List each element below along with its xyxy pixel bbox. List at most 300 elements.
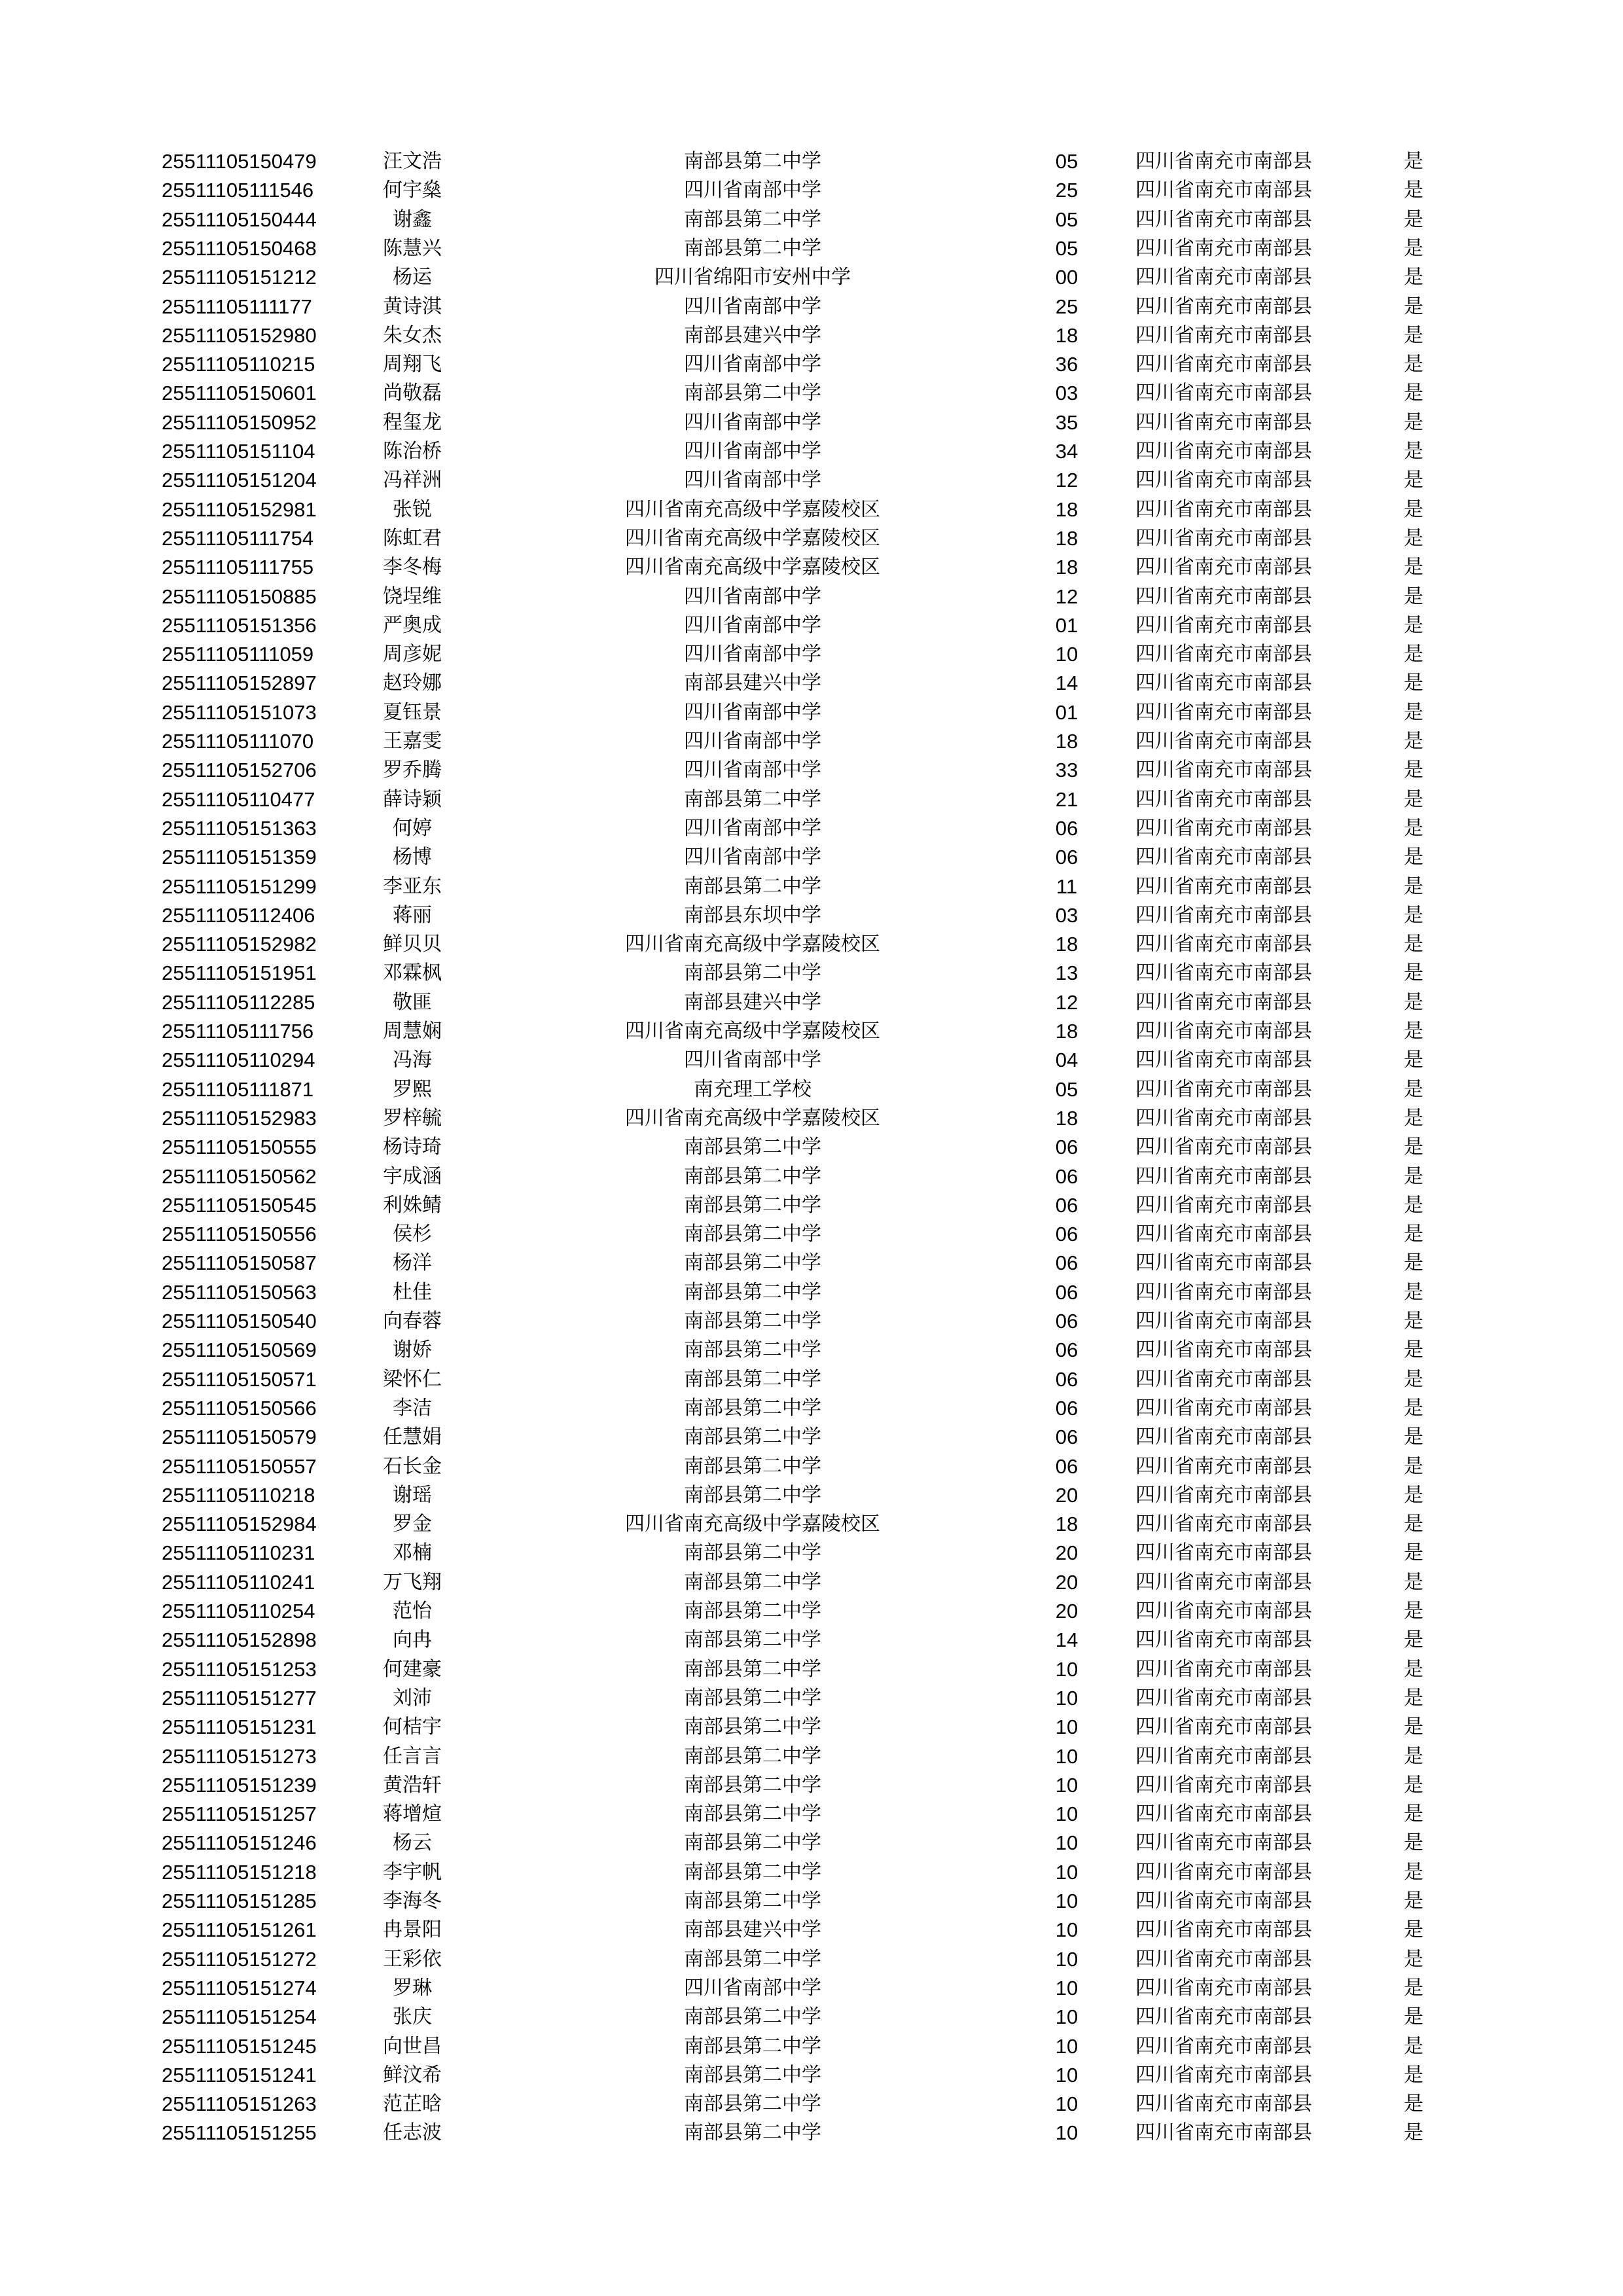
student-name-cell: 陈慧兴: [383, 236, 442, 260]
region-cell: 四川省南充市南部县: [1135, 1426, 1312, 1449]
flag-cell: 是: [1404, 1367, 1423, 1391]
code-cell: 10: [1055, 1803, 1079, 1826]
flag-cell: 是: [1404, 2092, 1423, 2116]
table-row: [0, 1800, 1623, 1829]
flag-cell: 是: [1404, 353, 1423, 376]
code-cell: 36: [1055, 353, 1079, 376]
student-id-cell: 25511105110231: [162, 1541, 315, 1565]
student-id-cell: 25511105150569: [162, 1338, 317, 1362]
region-cell: 四川省南充市南部县: [1135, 816, 1312, 840]
code-cell: 10: [1055, 2092, 1079, 2116]
flag-cell: 是: [1404, 990, 1423, 1014]
school-cell: 四川省南部中学: [684, 584, 821, 608]
student-name-cell: 张庆: [393, 2005, 432, 2029]
code-cell: 05: [1055, 1077, 1079, 1101]
flag-cell: 是: [1404, 1310, 1423, 1333]
school-cell: 南部县第二中学: [684, 874, 821, 898]
student-name-cell: 李宇帆: [383, 1860, 442, 1884]
region-cell: 四川省南充市南部县: [1135, 1600, 1312, 1623]
table-row: [0, 1626, 1623, 1655]
region-cell: 四川省南充市南部县: [1135, 295, 1312, 318]
region-cell: 四川省南充市南部县: [1135, 1628, 1312, 1652]
student-id-cell: 25511105151272: [162, 1947, 317, 1971]
code-cell: 10: [1055, 1976, 1079, 2000]
student-name-cell: 周彦妮: [383, 643, 442, 666]
region-cell: 四川省南充市南部县: [1135, 846, 1312, 869]
student-id-cell: 25511105112285: [162, 990, 315, 1014]
flag-cell: 是: [1404, 584, 1423, 608]
code-cell: 10: [1055, 1831, 1079, 1855]
school-cell: 四川省南充高级中学嘉陵校区: [625, 933, 880, 956]
student-id-cell: 25511105110218: [162, 1483, 315, 1507]
flag-cell: 是: [1404, 2034, 1423, 2058]
region-cell: 四川省南充市南部县: [1135, 1338, 1312, 1362]
code-cell: 05: [1055, 236, 1079, 260]
code-cell: 06: [1055, 1193, 1079, 1217]
student-name-cell: 任慧娟: [383, 1426, 442, 1449]
code-cell: 13: [1055, 961, 1079, 985]
region-cell: 四川省南充市南部县: [1135, 613, 1312, 637]
school-cell: 四川省南部中学: [684, 613, 821, 637]
code-cell: 03: [1055, 382, 1079, 405]
table-row: [0, 553, 1623, 582]
table-row: [0, 437, 1623, 466]
flag-cell: 是: [1404, 2063, 1423, 2087]
student-name-cell: 杜佳: [393, 1280, 432, 1304]
student-name-cell: 何桔宇: [383, 1715, 442, 1739]
school-cell: 南部县第二中学: [684, 1831, 821, 1855]
school-cell: 南部县第二中学: [684, 1628, 821, 1652]
student-id-cell: 25511105151273: [162, 1744, 317, 1768]
student-id-cell: 25511105151356: [162, 613, 317, 637]
code-cell: 10: [1055, 1860, 1079, 1884]
school-cell: 四川省南部中学: [684, 846, 821, 869]
region-cell: 四川省南充市南部县: [1135, 903, 1312, 927]
table-row: [0, 727, 1623, 756]
flag-cell: 是: [1404, 440, 1423, 463]
flag-cell: 是: [1404, 874, 1423, 898]
region-cell: 四川省南充市南部县: [1135, 2121, 1312, 2145]
code-cell: 10: [1055, 1918, 1079, 1942]
student-id-cell: 25511105151277: [162, 1686, 317, 1710]
table-row: [0, 1481, 1623, 1510]
region-cell: 四川省南充市南部县: [1135, 1193, 1312, 1217]
region-cell: 四川省南充市南部县: [1135, 730, 1312, 753]
flag-cell: 是: [1404, 1773, 1423, 1797]
student-name-cell: 李冬梅: [383, 556, 442, 579]
student-name-cell: 罗乔腾: [383, 759, 442, 782]
flag-cell: 是: [1404, 903, 1423, 927]
flag-cell: 是: [1404, 846, 1423, 869]
student-id-cell: 25511105151359: [162, 846, 317, 869]
school-cell: 南部县建兴中学: [684, 990, 821, 1014]
student-name-cell: 饶埕维: [383, 584, 442, 608]
region-cell: 四川省南充市南部县: [1135, 323, 1312, 347]
table-row: [0, 1133, 1623, 1162]
region-cell: 四川省南充市南部县: [1135, 584, 1312, 608]
region-cell: 四川省南充市南部县: [1135, 207, 1312, 231]
school-cell: 南部县第二中学: [684, 1541, 821, 1565]
school-cell: 南部县第二中学: [684, 1570, 821, 1594]
school-cell: 四川省南部中学: [684, 1049, 821, 1072]
code-cell: 20: [1055, 1541, 1079, 1565]
table-row: [0, 1510, 1623, 1539]
region-cell: 四川省南充市南部县: [1135, 1396, 1312, 1420]
school-cell: 南部县第二中学: [684, 1686, 821, 1710]
code-cell: 20: [1055, 1570, 1079, 1594]
school-cell: 南部县建兴中学: [684, 323, 821, 347]
student-name-cell: 冯祥洲: [383, 469, 442, 492]
code-cell: 10: [1055, 2034, 1079, 2058]
flag-cell: 是: [1404, 1890, 1423, 1912]
table-row: [0, 293, 1623, 321]
flag-cell: 是: [1404, 700, 1423, 724]
student-name-cell: 王嘉雯: [383, 730, 442, 753]
student-name-cell: 蒋增煊: [383, 1803, 442, 1826]
flag-cell: 是: [1404, 787, 1423, 811]
student-id-cell: 25511105151274: [162, 1976, 317, 2000]
school-cell: 四川省南充高级中学嘉陵校区: [625, 1513, 880, 1536]
flag-cell: 是: [1404, 1077, 1423, 1101]
flag-cell: 是: [1404, 933, 1423, 956]
region-cell: 四川省南充市南部县: [1135, 874, 1312, 898]
code-cell: 04: [1055, 1049, 1079, 1072]
flag-cell: 是: [1404, 1976, 1423, 2000]
student-name-cell: 罗金: [393, 1513, 432, 1536]
student-name-cell: 程玺龙: [383, 410, 442, 434]
student-id-cell: 25511105150479: [162, 150, 317, 173]
school-cell: 四川省南部中学: [684, 759, 821, 782]
school-cell: 四川省南充高级中学嘉陵校区: [625, 556, 880, 579]
table-row: [0, 930, 1623, 959]
code-cell: 14: [1055, 1628, 1079, 1652]
table-row: [0, 1336, 1623, 1365]
code-cell: 06: [1055, 1426, 1079, 1449]
student-name-cell: 范芷晗: [383, 2092, 442, 2116]
school-cell: 四川省南部中学: [684, 295, 821, 318]
region-cell: 四川省南充市南部县: [1135, 382, 1312, 405]
student-id-cell: 25511105150540: [162, 1310, 317, 1333]
school-cell: 南部县建兴中学: [684, 1918, 821, 1942]
student-name-cell: 鲜贝贝: [383, 933, 442, 956]
student-id-cell: 25511105151257: [162, 1803, 317, 1826]
school-cell: 南部县第二中学: [684, 1280, 821, 1304]
student-name-cell: 李亚东: [383, 874, 442, 898]
region-cell: 四川省南充市南部县: [1135, 961, 1312, 985]
student-id-cell: 25511105111177: [162, 295, 312, 318]
region-cell: 四川省南充市南部县: [1135, 643, 1312, 666]
code-cell: 10: [1055, 1715, 1079, 1739]
table-row: [0, 756, 1623, 785]
school-cell: 南部县第二中学: [684, 236, 821, 260]
flag-cell: 是: [1404, 643, 1423, 666]
school-cell: 南部县第二中学: [684, 2063, 821, 2087]
flag-cell: 是: [1404, 1454, 1423, 1478]
student-name-cell: 杨博: [393, 846, 432, 869]
table-row: [0, 350, 1623, 379]
student-id-cell: 25511105151951: [162, 961, 317, 985]
student-name-cell: 范怡: [393, 1600, 432, 1623]
region-cell: 四川省南充市南部县: [1135, 526, 1312, 550]
school-cell: 南部县第二中学: [684, 2005, 821, 2029]
flag-cell: 是: [1404, 323, 1423, 347]
code-cell: 14: [1055, 672, 1079, 695]
school-cell: 南部县第二中学: [684, 2121, 821, 2145]
code-cell: 18: [1055, 497, 1079, 521]
student-id-cell: 25511105152980: [162, 323, 317, 347]
student-id-cell: 25511105111871: [162, 1077, 314, 1101]
school-cell: 南部县第二中学: [684, 1426, 821, 1449]
school-cell: 南部县第二中学: [684, 1338, 821, 1362]
student-id-cell: 25511105150444: [162, 207, 317, 231]
table-row: [0, 1162, 1623, 1191]
code-cell: 25: [1055, 179, 1079, 202]
code-cell: 06: [1055, 1310, 1079, 1333]
code-cell: 18: [1055, 556, 1079, 579]
school-cell: 南部县第二中学: [684, 1193, 821, 1217]
table-row: [0, 1742, 1623, 1771]
table-row: [0, 2061, 1623, 2090]
school-cell: 四川省南充高级中学嘉陵校区: [625, 1106, 880, 1130]
code-cell: 10: [1055, 1657, 1079, 1681]
flag-cell: 是: [1404, 236, 1423, 260]
flag-cell: 是: [1404, 2005, 1423, 2029]
student-id-cell: 25511105111755: [162, 556, 314, 579]
region-cell: 四川省南充市南部县: [1135, 1251, 1312, 1275]
table-row: [0, 1771, 1623, 1800]
flag-cell: 是: [1404, 2121, 1423, 2145]
code-cell: 03: [1055, 903, 1079, 927]
student-id-cell: 25511105150545: [162, 1193, 317, 1217]
student-id-cell: 25511105151212: [162, 266, 317, 289]
student-name-cell: 梁怀仁: [383, 1367, 442, 1391]
student-id-cell: 25511105150555: [162, 1136, 317, 1159]
flag-cell: 是: [1404, 1426, 1423, 1449]
student-name-cell: 蒋丽: [393, 903, 432, 927]
region-cell: 四川省南充市南部县: [1135, 236, 1312, 260]
student-name-cell: 李洁: [393, 1396, 432, 1420]
school-cell: 四川省南部中学: [684, 700, 821, 724]
flag-cell: 是: [1404, 1918, 1423, 1942]
table-row: [0, 1017, 1623, 1046]
student-name-cell: 向世昌: [383, 2034, 442, 2058]
student-id-cell: 25511105110241: [162, 1570, 315, 1594]
school-cell: 南部县第二中学: [684, 207, 821, 231]
student-name-cell: 冉景阳: [383, 1918, 442, 1942]
table-row: [0, 1249, 1623, 1278]
student-id-cell: 25511105151241: [162, 2063, 317, 2087]
student-id-cell: 25511105150885: [162, 584, 317, 608]
student-id-cell: 25511105152983: [162, 1106, 317, 1130]
code-cell: 06: [1055, 816, 1079, 840]
student-id-cell: 25511105152898: [162, 1628, 317, 1652]
code-cell: 10: [1055, 1686, 1079, 1710]
region-cell: 四川省南充市南部县: [1135, 672, 1312, 695]
student-name-cell: 向冉: [393, 1628, 432, 1652]
student-name-cell: 杨洋: [393, 1251, 432, 1275]
flag-cell: 是: [1404, 1570, 1423, 1594]
student-name-cell: 万飞翔: [383, 1570, 442, 1594]
student-name-cell: 鲜汶希: [383, 2063, 442, 2087]
region-cell: 四川省南充市南部县: [1135, 1947, 1312, 1971]
flag-cell: 是: [1404, 150, 1423, 173]
code-cell: 06: [1055, 1396, 1079, 1420]
school-cell: 南充理工学校: [694, 1077, 812, 1101]
flag-cell: 是: [1404, 1657, 1423, 1681]
code-cell: 00: [1055, 266, 1079, 289]
table-row: [0, 1278, 1623, 1307]
code-cell: 18: [1055, 730, 1079, 753]
student-name-cell: 罗熙: [393, 1077, 432, 1101]
table-row: [0, 1539, 1623, 1568]
flag-cell: 是: [1404, 1223, 1423, 1246]
code-cell: 05: [1055, 207, 1079, 231]
region-cell: 四川省南充市南部县: [1135, 266, 1312, 289]
student-id-cell: 25511105111546: [162, 179, 314, 202]
school-cell: 四川省南充高级中学嘉陵校区: [625, 1020, 880, 1043]
student-name-cell: 杨云: [393, 1831, 432, 1855]
student-name-cell: 宇成涵: [383, 1164, 442, 1188]
school-cell: 四川省南部中学: [684, 353, 821, 376]
student-id-cell: 25511105150556: [162, 1223, 317, 1246]
student-id-cell: 25511105151255: [162, 2121, 317, 2145]
student-name-cell: 朱女杰: [383, 323, 442, 347]
table-row: [0, 2003, 1623, 2032]
student-id-cell: 25511105151246: [162, 1831, 317, 1855]
student-id-cell: 25511105112406: [162, 903, 315, 927]
code-cell: 06: [1055, 1164, 1079, 1188]
table-row: [0, 959, 1623, 988]
table-row: [0, 234, 1623, 263]
student-name-cell: 杨诗琦: [383, 1136, 442, 1159]
student-id-cell: 25511105110254: [162, 1600, 315, 1623]
student-id-cell: 25511105151239: [162, 1773, 317, 1797]
school-cell: 南部县第二中学: [684, 1454, 821, 1478]
student-id-cell: 25511105151285: [162, 1890, 317, 1912]
code-cell: 01: [1055, 700, 1079, 724]
school-cell: 南部县第二中学: [684, 150, 821, 173]
flag-cell: 是: [1404, 1541, 1423, 1565]
code-cell: 12: [1055, 469, 1079, 492]
code-cell: 20: [1055, 1600, 1079, 1623]
student-name-cell: 谢瑶: [393, 1483, 432, 1507]
code-cell: 18: [1055, 323, 1079, 347]
flag-cell: 是: [1404, 1947, 1423, 1971]
school-cell: 南部县第二中学: [684, 1773, 821, 1797]
region-cell: 四川省南充市南部县: [1135, 2092, 1312, 2116]
region-cell: 四川省南充市南部县: [1135, 1570, 1312, 1594]
student-name-cell: 邓楠: [393, 1541, 432, 1565]
code-cell: 06: [1055, 1251, 1079, 1275]
flag-cell: 是: [1404, 556, 1423, 579]
code-cell: 12: [1055, 990, 1079, 1014]
region-cell: 四川省南充市南部县: [1135, 787, 1312, 811]
flag-cell: 是: [1404, 1715, 1423, 1739]
region-cell: 四川省南充市南部县: [1135, 933, 1312, 956]
table-row: [0, 1974, 1623, 2003]
flag-cell: 是: [1404, 382, 1423, 405]
school-cell: 四川省南部中学: [684, 643, 821, 666]
region-cell: 四川省南充市南部县: [1135, 1454, 1312, 1478]
code-cell: 01: [1055, 613, 1079, 637]
school-cell: 南部县第二中学: [684, 1367, 821, 1391]
student-id-cell: 25511105151218: [162, 1860, 317, 1884]
student-id-cell: 25511105151231: [162, 1715, 317, 1739]
code-cell: 11: [1056, 874, 1078, 898]
student-id-cell: 25511105152984: [162, 1513, 317, 1536]
region-cell: 四川省南充市南部县: [1135, 410, 1312, 434]
table-row: [0, 147, 1623, 176]
region-cell: 四川省南充市南部县: [1135, 1803, 1312, 1826]
region-cell: 四川省南充市南部县: [1135, 759, 1312, 782]
code-cell: 34: [1055, 440, 1079, 463]
region-cell: 四川省南充市南部县: [1135, 1049, 1312, 1072]
flag-cell: 是: [1404, 1193, 1423, 1217]
flag-cell: 是: [1404, 469, 1423, 492]
student-name-cell: 张锐: [393, 497, 432, 521]
region-cell: 四川省南充市南部县: [1135, 1918, 1312, 1942]
table-row: [0, 583, 1623, 611]
student-id-cell: 25511105150952: [162, 410, 317, 434]
region-cell: 四川省南充市南部县: [1135, 469, 1312, 492]
school-cell: 四川省南部中学: [684, 469, 821, 492]
flag-cell: 是: [1404, 526, 1423, 550]
student-name-cell: 黄诗淇: [383, 295, 442, 318]
table-row: [0, 1684, 1623, 1713]
student-id-cell: 25511105150563: [162, 1280, 317, 1304]
student-id-cell: 25511105152982: [162, 933, 317, 956]
student-id-cell: 25511105151073: [162, 700, 317, 724]
table-row: [0, 1075, 1623, 1104]
table-row: [0, 1307, 1623, 1336]
student-id-cell: 25511105110215: [162, 353, 315, 376]
table-row: [0, 1220, 1623, 1249]
region-cell: 四川省南充市南部县: [1135, 497, 1312, 521]
table-row: [0, 872, 1623, 901]
school-cell: 四川省南部中学: [684, 440, 821, 463]
table-row: [0, 2032, 1623, 2061]
school-cell: 南部县第二中学: [684, 787, 821, 811]
region-cell: 四川省南充市南部县: [1135, 556, 1312, 579]
table-row: [0, 669, 1623, 698]
code-cell: 10: [1055, 1890, 1079, 1912]
school-cell: 四川省南充高级中学嘉陵校区: [625, 497, 880, 521]
table-row: [0, 1365, 1623, 1394]
student-id-cell: 25511105150601: [162, 382, 317, 405]
code-cell: 06: [1055, 1280, 1079, 1304]
student-id-cell: 25511105151263: [162, 2092, 317, 2116]
flag-cell: 是: [1404, 730, 1423, 753]
code-cell: 33: [1055, 759, 1079, 782]
table-row: [0, 1655, 1623, 1684]
table-row: [0, 1945, 1623, 1974]
school-cell: 南部县第二中学: [684, 1164, 821, 1188]
student-name-cell: 任言言: [383, 1744, 442, 1768]
table-row: [0, 1423, 1623, 1452]
region-cell: 四川省南充市南部县: [1135, 1164, 1312, 1188]
student-name-cell: 谢鑫: [393, 207, 432, 231]
student-name-cell: 何婷: [393, 816, 432, 840]
school-cell: 四川省南部中学: [684, 179, 821, 202]
table-row: [0, 901, 1623, 930]
school-cell: 南部县第二中学: [684, 1860, 821, 1884]
school-cell: 南部县第二中学: [684, 1483, 821, 1507]
school-cell: 南部县第二中学: [684, 1657, 821, 1681]
flag-cell: 是: [1404, 1600, 1423, 1623]
code-cell: 06: [1055, 1367, 1079, 1391]
table-row: [0, 1191, 1623, 1220]
student-id-cell: 25511105111756: [162, 1020, 314, 1043]
